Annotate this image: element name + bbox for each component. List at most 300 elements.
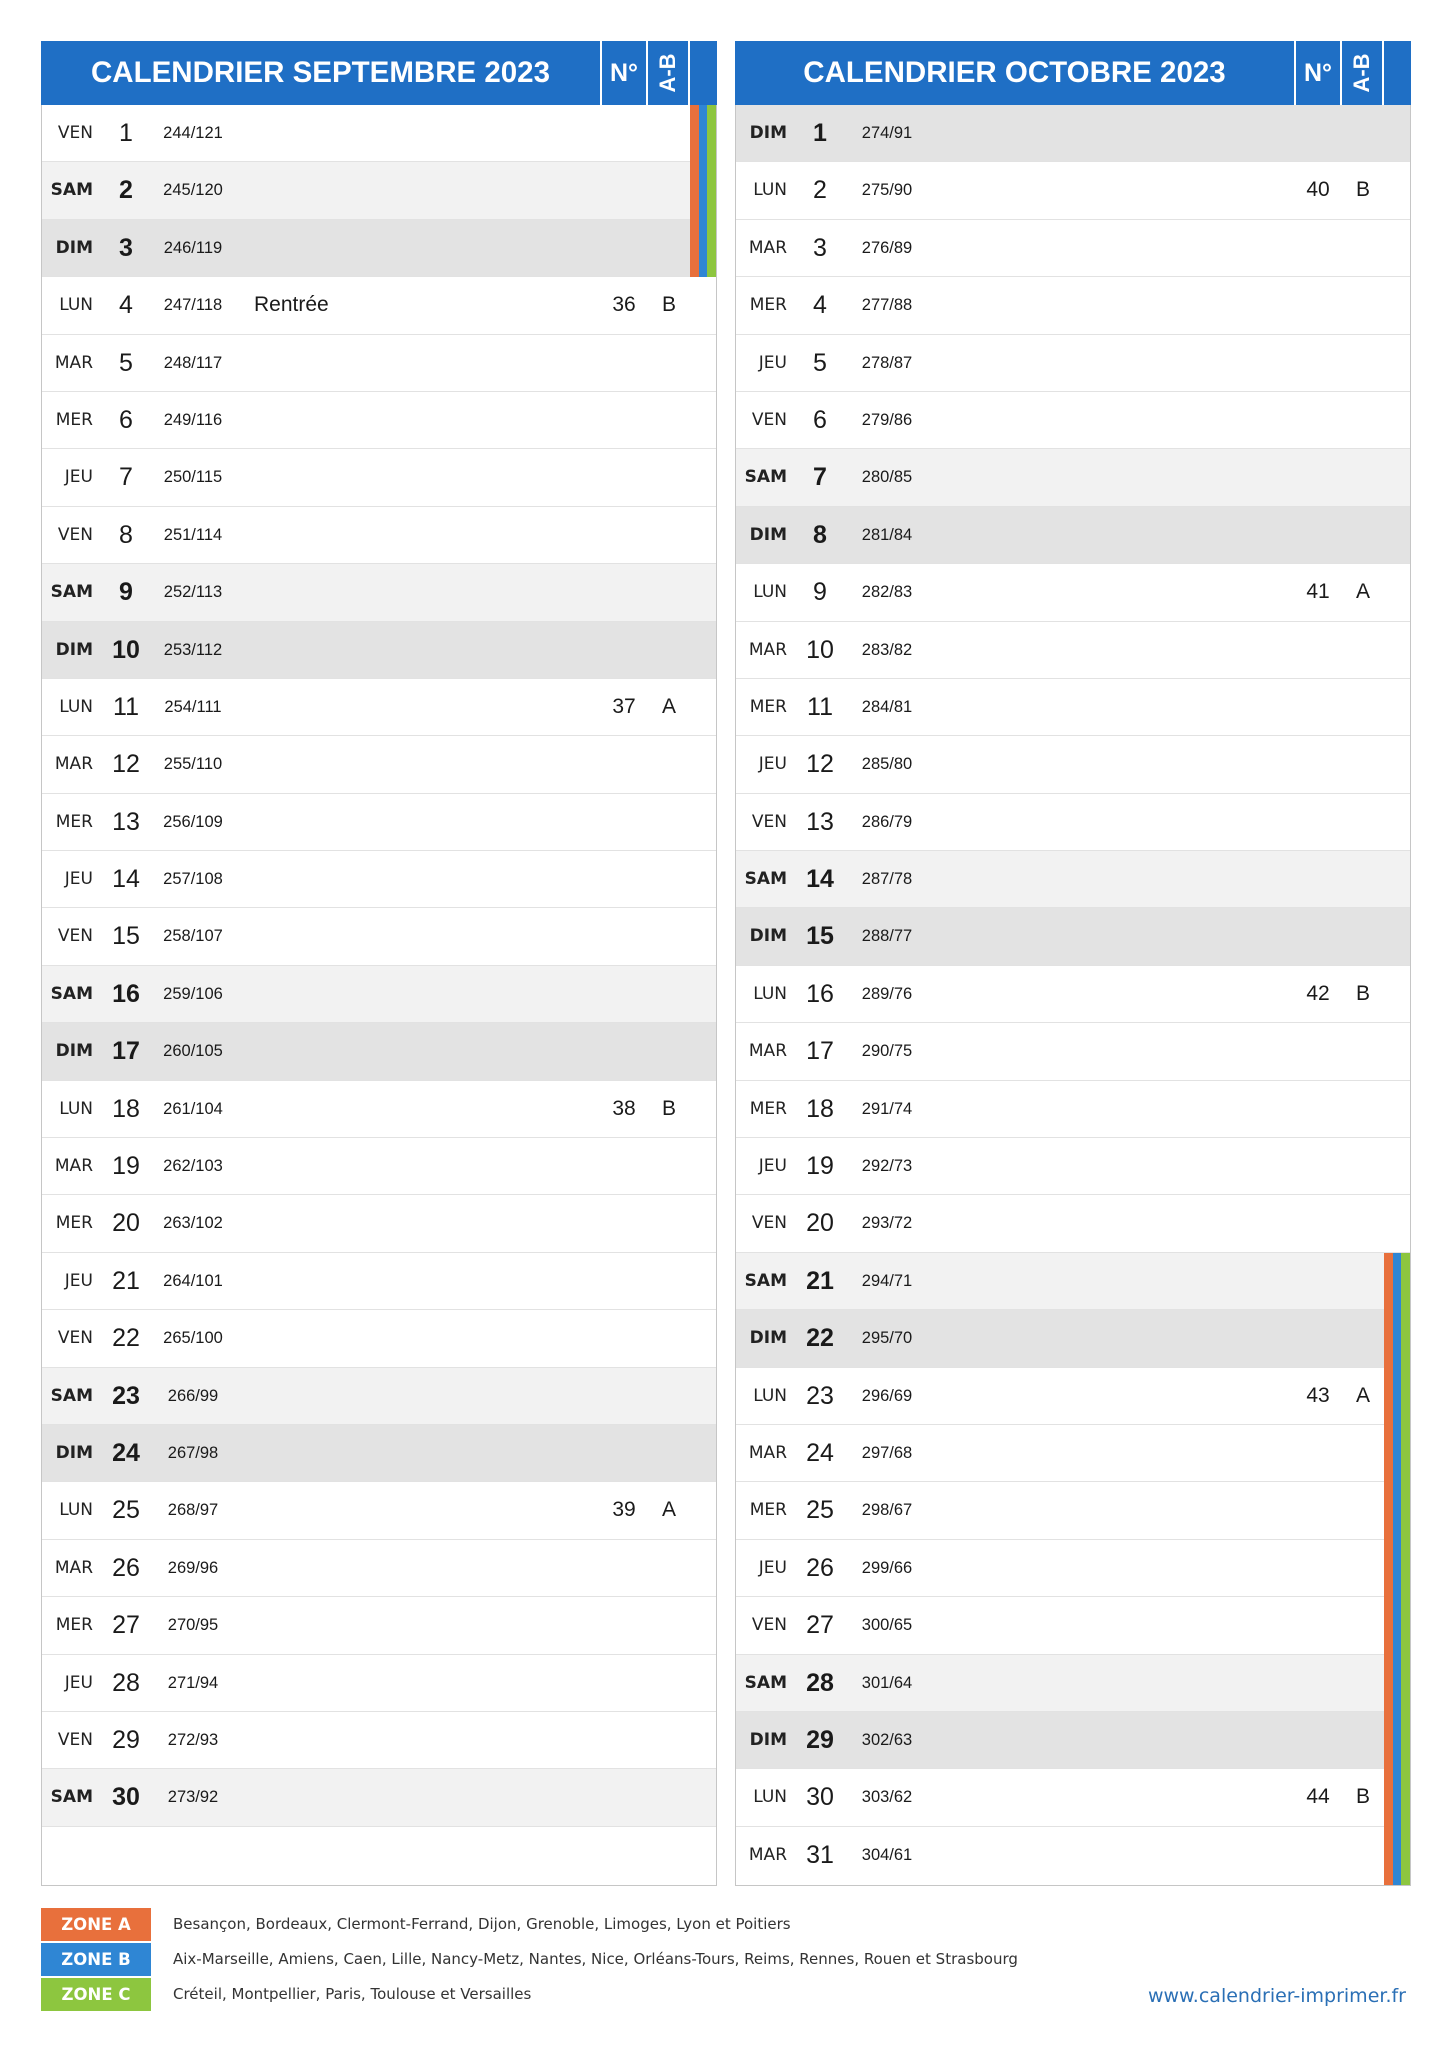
day-of-year-count: 280/85	[861, 468, 913, 487]
day-of-year-count: 301/64	[861, 1673, 913, 1692]
day-name: LUN	[59, 1098, 93, 1119]
week-number-header: N°	[1294, 41, 1340, 105]
zone-c-label: ZONE C	[41, 1978, 151, 2011]
day-row	[42, 1482, 716, 1539]
day-row	[42, 1769, 716, 1826]
day-number: 13	[112, 807, 140, 836]
day-note: Rentrée	[254, 293, 329, 317]
day-of-year-count: 259/106	[163, 984, 223, 1003]
zone-c-holiday-stripe	[707, 162, 716, 219]
day-name: MER	[55, 1615, 93, 1636]
day-number: 22	[112, 1324, 140, 1353]
day-number: 23	[806, 1381, 834, 1410]
zone-c-holiday-stripe	[1401, 1425, 1410, 1482]
day-name: DIM	[55, 639, 93, 660]
day-row	[42, 564, 716, 621]
day-row	[736, 1655, 1410, 1712]
day-number: 30	[806, 1783, 834, 1812]
day-row	[42, 851, 716, 908]
day-number: 1	[813, 119, 827, 147]
day-of-year-count: 283/82	[861, 640, 913, 659]
day-number: 7	[119, 463, 133, 492]
day-of-year-count: 284/81	[861, 697, 913, 716]
zone-a-holiday-stripe	[1384, 1368, 1393, 1425]
day-number: 11	[113, 692, 139, 721]
zone-c-holiday-stripe	[1401, 1597, 1410, 1654]
day-number: 25	[112, 1496, 140, 1525]
day-row	[736, 1425, 1410, 1482]
day-of-year-count: 276/89	[861, 238, 913, 257]
day-name: MAR	[54, 1557, 93, 1578]
day-name: MAR	[748, 1041, 787, 1062]
zone-b-holiday-stripe	[1393, 1310, 1402, 1367]
day-name: JEU	[758, 1557, 787, 1578]
holiday-stripes	[1384, 1310, 1410, 1367]
day-name: SAM	[744, 1672, 787, 1693]
day-number: 13	[806, 807, 834, 836]
day-number: 8	[813, 520, 827, 549]
day-row	[736, 1482, 1410, 1539]
day-of-year-count: 248/117	[163, 353, 223, 372]
day-of-year-count: 246/119	[163, 238, 223, 257]
day-name: MER	[749, 696, 787, 717]
day-row	[736, 736, 1410, 793]
day-of-year-count: 273/92	[167, 1788, 219, 1807]
day-row	[736, 220, 1410, 277]
day-number: 6	[813, 405, 827, 434]
week-number: 37	[612, 694, 636, 718]
zone-a-holiday-stripe	[1384, 1827, 1393, 1885]
day-row	[42, 794, 716, 851]
zone-c-holiday-stripe	[1401, 1253, 1410, 1310]
ab-week-header	[646, 41, 690, 105]
holiday-stripes	[1384, 1769, 1410, 1826]
day-row	[42, 105, 716, 162]
day-row	[42, 1425, 716, 1482]
day-of-year-count: 304/61	[861, 1845, 913, 1864]
day-of-year-count: 285/80	[861, 755, 913, 774]
week-number: 38	[612, 1096, 636, 1120]
day-number: 21	[112, 1266, 140, 1295]
day-of-year-count: 295/70	[861, 1329, 913, 1348]
zone-a-holiday-stripe	[1384, 1540, 1393, 1597]
day-name: MER	[749, 295, 787, 316]
day-row	[736, 277, 1410, 334]
day-name: MER	[55, 811, 93, 832]
day-of-year-count: 277/88	[861, 296, 913, 315]
day-row	[736, 1195, 1410, 1252]
day-row	[736, 851, 1410, 908]
zone-c-holiday-stripe	[1401, 1368, 1410, 1425]
day-name: VEN	[57, 1729, 93, 1750]
day-number: 9	[119, 578, 133, 607]
zone-c-holiday-stripe	[1401, 1769, 1410, 1826]
zone-b-holiday-stripe	[699, 220, 708, 277]
day-number: 10	[112, 635, 140, 664]
week-number: 36	[612, 293, 636, 317]
day-name: JEU	[758, 1156, 787, 1177]
day-row	[42, 908, 716, 965]
day-of-year-count: 275/90	[861, 181, 913, 200]
day-row	[736, 1138, 1410, 1195]
week-ab: B	[661, 1096, 676, 1120]
day-name: MAR	[748, 1442, 787, 1463]
calendar-september	[41, 41, 717, 1886]
day-name: LUN	[753, 983, 787, 1004]
day-number: 8	[119, 520, 133, 549]
zone-c-holiday-stripe	[1401, 1712, 1410, 1769]
day-number: 9	[813, 578, 827, 607]
week-ab: B	[1355, 981, 1370, 1005]
day-name: JEU	[64, 1672, 93, 1693]
day-of-year-count: 260/105	[163, 1042, 223, 1061]
zone-a-holiday-stripe	[1384, 1482, 1393, 1539]
day-name: MAR	[54, 352, 93, 373]
day-of-year-count: 287/78	[861, 870, 913, 889]
zone-c-holiday-stripe	[1401, 1540, 1410, 1597]
zone-b-holiday-stripe	[1393, 1769, 1402, 1826]
day-of-year-count: 268/97	[167, 1501, 219, 1520]
holiday-stripes	[690, 220, 716, 277]
day-of-year-count: 251/114	[163, 525, 223, 544]
day-number: 17	[112, 1037, 140, 1066]
zone-b-holiday-stripe	[1393, 1712, 1402, 1769]
holiday-stripes	[690, 105, 716, 162]
day-row	[42, 736, 716, 793]
holiday-stripes	[1384, 1482, 1410, 1539]
day-number: 11	[807, 692, 833, 721]
day-of-year-count: 266/99	[167, 1386, 219, 1405]
zone-a-holiday-stripe	[1384, 1769, 1393, 1826]
day-name: SAM	[50, 1787, 93, 1808]
calendar-october	[735, 41, 1411, 1886]
day-number: 5	[119, 348, 133, 377]
day-row	[42, 1138, 716, 1195]
day-row	[736, 679, 1410, 736]
zone-c-holiday-stripe	[707, 105, 716, 162]
holiday-stripes	[1384, 1597, 1410, 1654]
zone-b-cities: Aix-Marseille, Amiens, Caen, Lille, Nancy-Metz, Nantes, Nice, Orléans-Tours, Reims, Rennes, Rouen et Strasbourg	[173, 1950, 1018, 1968]
day-name: LUN	[753, 1385, 787, 1406]
day-of-year-count: 303/62	[861, 1788, 913, 1807]
day-row	[42, 679, 716, 736]
day-row	[736, 1827, 1410, 1884]
day-row	[736, 392, 1410, 449]
week-number-header: N°	[600, 41, 646, 105]
holiday-stripes	[690, 162, 716, 219]
day-of-year-count: 263/102	[163, 1214, 223, 1233]
day-name: VEN	[751, 1213, 787, 1234]
empty-row	[42, 1827, 716, 1884]
day-row	[736, 564, 1410, 621]
day-number: 2	[119, 176, 133, 205]
day-name: MER	[749, 1500, 787, 1521]
week-number: 44	[1306, 1785, 1330, 1809]
holiday-stripes	[1384, 1827, 1410, 1885]
day-row	[736, 1769, 1410, 1826]
day-number: 26	[806, 1553, 834, 1582]
day-of-year-count: 262/103	[163, 1157, 223, 1176]
day-row	[736, 1597, 1410, 1654]
day-number: 14	[806, 865, 834, 894]
day-of-year-count: 249/116	[163, 410, 223, 429]
day-of-year-count: 250/115	[163, 468, 223, 487]
day-name: LUN	[753, 582, 787, 603]
week-number: 40	[1306, 178, 1330, 202]
day-name: VEN	[57, 524, 93, 545]
day-number: 28	[806, 1668, 834, 1697]
day-of-year-count: 279/86	[861, 410, 913, 429]
day-name: SAM	[50, 983, 93, 1004]
day-of-year-count: 265/100	[163, 1329, 223, 1348]
zone-b-holiday-stripe	[1393, 1540, 1402, 1597]
day-name: LUN	[59, 696, 93, 717]
day-number: 4	[813, 291, 827, 320]
day-name: MER	[55, 1213, 93, 1234]
holiday-stripes	[1384, 1425, 1410, 1482]
day-number: 15	[806, 922, 834, 951]
week-ab: B	[661, 293, 676, 317]
day-number: 3	[813, 233, 827, 262]
day-of-year-count: 289/76	[861, 984, 913, 1003]
day-of-year-count: 253/112	[163, 640, 223, 659]
day-number: 24	[112, 1438, 140, 1467]
day-number: 19	[112, 1152, 140, 1181]
day-name: JEU	[758, 352, 787, 373]
day-of-year-count: 278/87	[861, 353, 913, 372]
zone-b-holiday-stripe	[699, 105, 708, 162]
day-name: JEU	[64, 869, 93, 890]
day-name: MER	[749, 1098, 787, 1119]
day-name: SAM	[50, 180, 93, 201]
day-number: 25	[806, 1496, 834, 1525]
day-row	[736, 1081, 1410, 1138]
day-row	[736, 1540, 1410, 1597]
zone-a-label: ZONE A	[41, 1908, 151, 1941]
day-of-year-count: 298/67	[861, 1501, 913, 1520]
day-row	[42, 1081, 716, 1138]
day-row	[736, 1253, 1410, 1310]
day-of-year-count: 296/69	[861, 1386, 913, 1405]
zone-c-holiday-stripe	[1401, 1827, 1410, 1885]
day-number: 15	[112, 922, 140, 951]
day-name: SAM	[50, 582, 93, 603]
day-number: 3	[119, 233, 133, 262]
day-name: MAR	[748, 1844, 787, 1865]
day-of-year-count: 244/121	[163, 124, 223, 142]
day-name: VEN	[57, 123, 93, 143]
day-name: LUN	[59, 295, 93, 316]
zone-b-holiday-stripe	[1393, 1827, 1402, 1885]
zone-a-holiday-stripe	[1384, 1253, 1393, 1310]
day-row	[736, 1368, 1410, 1425]
day-number: 31	[806, 1840, 834, 1869]
day-row	[42, 277, 716, 334]
day-number: 24	[806, 1438, 834, 1467]
day-number: 2	[813, 176, 827, 205]
holiday-stripes	[1384, 1540, 1410, 1597]
day-row	[736, 908, 1410, 965]
day-row	[42, 1253, 716, 1310]
day-number: 20	[806, 1209, 834, 1238]
day-name: MAR	[54, 754, 93, 775]
day-row	[736, 105, 1410, 162]
day-of-year-count: 252/113	[163, 583, 223, 602]
day-name: LUN	[59, 1500, 93, 1521]
zone-b-holiday-stripe	[699, 162, 708, 219]
day-of-year-count: 245/120	[163, 181, 223, 200]
day-of-year-count: 264/101	[163, 1271, 223, 1290]
day-name: SAM	[744, 869, 787, 890]
zone-a-holiday-stripe	[690, 220, 699, 277]
day-row	[736, 794, 1410, 851]
week-number: 39	[612, 1498, 636, 1522]
zone-b-holiday-stripe	[1393, 1368, 1402, 1425]
day-number: 26	[112, 1553, 140, 1582]
zone-a-holiday-stripe	[1384, 1655, 1393, 1712]
day-row	[42, 1310, 716, 1367]
day-number: 6	[119, 405, 133, 434]
day-of-year-count: 257/108	[163, 870, 223, 889]
day-row	[736, 335, 1410, 392]
day-of-year-count: 297/68	[861, 1443, 913, 1462]
day-row	[736, 162, 1410, 219]
zone-b-label: ZONE B	[41, 1943, 151, 1976]
day-row	[736, 449, 1410, 506]
day-row	[42, 1023, 716, 1080]
week-ab: B	[1355, 1785, 1370, 1809]
day-of-year-count: 292/73	[861, 1157, 913, 1176]
day-name: SAM	[744, 1270, 787, 1291]
day-row	[42, 1655, 716, 1712]
day-number: 16	[112, 979, 140, 1008]
day-of-year-count: 270/95	[167, 1616, 219, 1635]
zone-b-holiday-stripe	[1393, 1655, 1402, 1712]
zone-a-holiday-stripe	[1384, 1712, 1393, 1769]
day-name: DIM	[749, 123, 787, 143]
day-of-year-count: 274/91	[861, 124, 913, 142]
day-name: SAM	[50, 1385, 93, 1406]
day-name: DIM	[749, 926, 787, 947]
day-number: 7	[813, 463, 827, 492]
day-name: VEN	[751, 1615, 787, 1636]
day-number: 29	[112, 1725, 140, 1754]
day-number: 12	[806, 750, 834, 779]
day-row	[42, 449, 716, 506]
day-name: DIM	[55, 1442, 93, 1463]
day-name: DIM	[749, 1328, 787, 1349]
day-of-year-count: 291/74	[861, 1099, 913, 1118]
ab-week-header	[1340, 41, 1384, 105]
day-number: 29	[806, 1725, 834, 1754]
day-row	[42, 507, 716, 564]
day-of-year-count: 271/94	[167, 1673, 219, 1692]
calendar-rows	[736, 105, 1410, 1884]
week-number: 42	[1306, 981, 1330, 1005]
day-name: VEN	[57, 1328, 93, 1349]
day-name: VEN	[57, 926, 93, 947]
day-of-year-count: 267/98	[167, 1443, 219, 1462]
week-ab: A	[661, 694, 676, 718]
day-row	[736, 1023, 1410, 1080]
website-link[interactable]: www.calendrier-imprimer.fr	[1147, 1985, 1406, 2007]
day-of-year-count: 247/118	[163, 296, 223, 315]
day-number: 16	[806, 979, 834, 1008]
day-number: 10	[806, 635, 834, 664]
day-number: 1	[119, 119, 133, 147]
day-of-year-count: 261/104	[163, 1099, 223, 1118]
ab-week-header-label: A-B	[655, 53, 680, 93]
calendar-title: CALENDRIER SEPTEMBRE 2023	[91, 56, 550, 89]
week-number: 41	[1306, 580, 1330, 604]
zone-a-holiday-stripe	[690, 105, 699, 162]
week-ab: A	[1355, 580, 1370, 604]
day-number: 19	[806, 1152, 834, 1181]
day-row	[42, 1712, 716, 1769]
day-name: JEU	[64, 467, 93, 488]
day-number: 18	[112, 1094, 140, 1123]
day-number: 14	[112, 865, 140, 894]
zone-a-holiday-stripe	[690, 162, 699, 219]
day-name: MAR	[748, 639, 787, 660]
day-row	[42, 162, 716, 219]
day-of-year-count: 288/77	[861, 927, 913, 946]
day-number: 27	[112, 1611, 140, 1640]
day-of-year-count: 255/110	[163, 755, 223, 774]
day-number: 12	[112, 750, 140, 779]
day-row	[42, 1597, 716, 1654]
zone-c-holiday-stripe	[1401, 1655, 1410, 1712]
day-name: SAM	[744, 467, 787, 488]
day-name: DIM	[55, 237, 93, 258]
day-of-year-count: 286/79	[861, 812, 913, 831]
week-ab: A	[661, 1498, 676, 1522]
holiday-stripes	[1384, 1253, 1410, 1310]
day-number: 28	[112, 1668, 140, 1697]
day-of-year-count: 294/71	[861, 1271, 913, 1290]
zone-a-holiday-stripe	[1384, 1310, 1393, 1367]
calendar-header	[41, 41, 717, 105]
day-of-year-count: 300/65	[861, 1616, 913, 1635]
day-of-year-count: 299/66	[861, 1558, 913, 1577]
zone-b-holiday-stripe	[1393, 1253, 1402, 1310]
day-of-year-count: 269/96	[167, 1558, 219, 1577]
day-name: VEN	[751, 409, 787, 430]
day-of-year-count: 254/111	[164, 697, 222, 716]
week-ab: B	[1355, 178, 1370, 202]
day-name: JEU	[64, 1270, 93, 1291]
day-name: JEU	[758, 754, 787, 775]
day-number: 23	[112, 1381, 140, 1410]
day-row	[736, 1712, 1410, 1769]
holiday-stripes	[1384, 1368, 1410, 1425]
calendar-rows	[42, 105, 716, 1884]
day-number: 27	[806, 1611, 834, 1640]
day-name: MAR	[748, 237, 787, 258]
day-row	[736, 966, 1410, 1023]
day-of-year-count: 258/107	[163, 927, 223, 946]
day-name: LUN	[753, 1787, 787, 1808]
holiday-stripes	[1384, 1655, 1410, 1712]
day-row	[42, 1195, 716, 1252]
day-row	[42, 220, 716, 277]
day-row	[42, 966, 716, 1023]
day-of-year-count: 293/72	[861, 1214, 913, 1233]
day-name: DIM	[55, 1041, 93, 1062]
day-row	[42, 335, 716, 392]
day-number: 22	[806, 1324, 834, 1353]
day-of-year-count: 272/93	[167, 1730, 219, 1749]
